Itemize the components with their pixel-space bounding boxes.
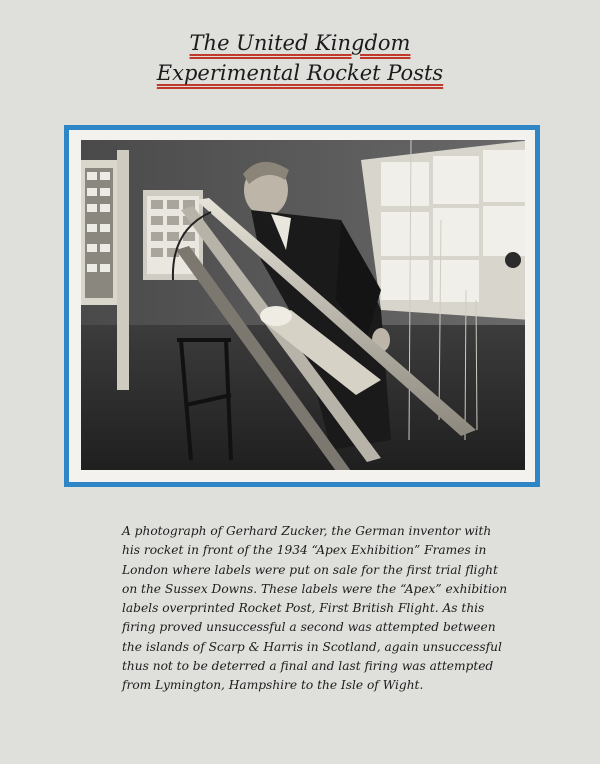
caption-line: London where labels were put on sale for the first trial flight	[122, 562, 498, 577]
caption-line: labels overprinted Rocket Post, First British Flight. As this	[122, 601, 485, 616]
page-title	[0, 28, 600, 88]
title-line-1: The United Kingdom	[189, 31, 411, 55]
caption-line: A photograph of Gerhard Zucker, the German inventor with	[122, 524, 492, 538]
caption-line: thus not to be deterred a final and last firing was attempted	[122, 659, 494, 674]
historical-photograph	[81, 140, 525, 470]
caption-line: his rocket in front of the 1934 “Apex Exhibition” Frames in	[122, 543, 487, 558]
photo-illustration	[81, 140, 525, 470]
photo-caption	[122, 522, 508, 696]
caption-line: the islands of Scarp & Harris in Scotland, again unsuccessful	[122, 639, 502, 654]
photo-mount	[64, 125, 540, 487]
caption-line: from Lymington, Hampshire to the Isle of Wight.	[122, 678, 424, 693]
caption-line: on the Sussex Downs. These labels were the “Apex” exhibition	[122, 581, 508, 596]
photo-border	[69, 130, 535, 482]
title-line-2: Experimental Rocket Posts	[156, 61, 444, 85]
caption-line: firing proved unsuccessful a second was attempted between	[122, 620, 496, 635]
